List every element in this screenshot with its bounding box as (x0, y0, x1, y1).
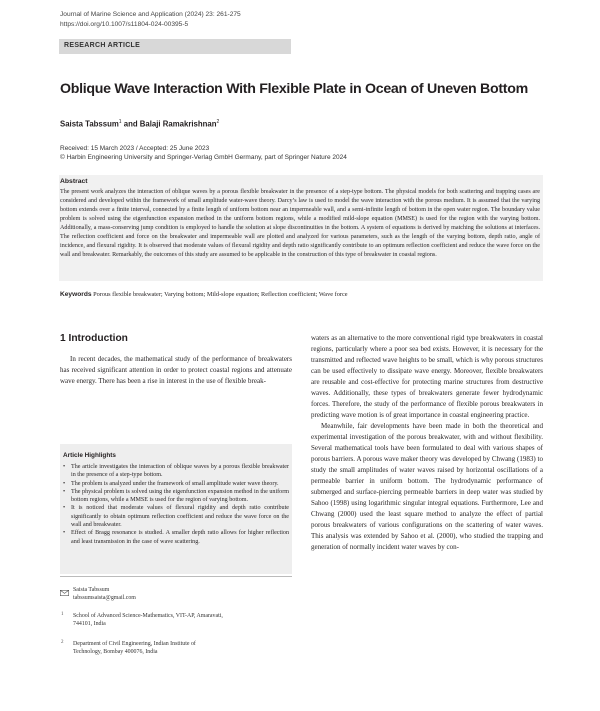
left-column (60, 354, 292, 387)
corresponding-email[interactable]: tabssumsaista@gmail.com (73, 594, 136, 601)
right-column (311, 333, 543, 553)
author-1: Saista Tabssum (60, 119, 119, 129)
author-2-affiliation: 2 (216, 119, 220, 125)
article-type-bar (59, 39, 291, 54)
footnote-divider (60, 576, 292, 577)
section-heading-introduction: 1 Introduction (60, 333, 128, 344)
envelope-icon (60, 590, 69, 596)
article-type-label: RESEARCH ARTICLE (64, 42, 141, 49)
doi-link[interactable]: https://doi.org/10.1007/s11804-024-00395-5 (60, 20, 189, 28)
highlight-item: • Effect of Bragg resonance is studied. A smaller depth ratio allows for higher reflection and least transmission in the case of wave scattering. (63, 529, 289, 546)
abstract-text: The present work analyzes the interaction of oblique waves by a porous flexible breakwater in the presence of a step-type bottom. The physical models for both scattering and trapping cases are considered and developed within the framework of small amplitude water-wave theory. Darcy’s law is used to model the wave interaction with the porous medium. It is assumed that the varying bottom extends over a finite interval, connected by a finite length of uniform bottom near an impermeable wall, and a semi-infinite length of bottom in the open water region. The boundary value problem is solved using the eigenfunction expansion method in the uniform bottom regions, while a modified mild-slope equation (MMSE) is used for the region with the varying bottom. Additionally, a mass-conserving jump condition is employed to handle the solution at slope discontinuities in the bottom. A system of equations is derived by matching the solutions at interfaces. The reflection coefficient and force on the breakwater and impermeable wall are plotted and analyzed for various parameters, such as the length of the varying bottom, depth ratio, angle of incidence, and flexural rigidity. It is observed that moderate values of flexural rigidity and depth ratio significantly contribute to an optimum reflection coefficient and reduce the wave force on the wall and breakwater. Remarkably, the outcomes of this study are assumed to be applicable in the construction of this type of breakwater in coastal regions. (60, 189, 540, 258)
paper-title: Oblique Wave Interaction With Flexible Plate in Ocean of Uneven Bottom (60, 81, 528, 97)
highlight-item: • The physical problem is solved using the eigenfunction expansion method in the uniform bottom regions, while a MMSE is used for the region of varying bottom. (63, 488, 289, 505)
affiliation-1: School of Advanced Science-Mathematics, VIT-AP, Amaravati, 744101, India (73, 613, 223, 627)
highlight-item: • The problem is analyzed under the framework of small amplitude water wave theory. (63, 480, 289, 488)
highlights-heading: Article Highlights (63, 452, 116, 459)
keywords-text: Porous flexible breakwater; Varying bottom; Mild-slope equation; Reflection coefficient; Wave force (93, 291, 348, 298)
right-paragraph-1: waters as an alternative to the more conventional rigid type breakwaters in coastal regions, particularly where a poor sea bed exists. However, it is necessary for the transmitted and reflected wave heights to be small, which is why porous structures can be used effectively to dissipate wave energy. Moreover, flexible breakwaters are reusable and cost-effective for protecting marine structures from destructive waves. Additionally, these types of breakwaters generate fewer hydrodynamic forces. Therefore, the study of the performance of flexible porous breakwaters in predicting wave motion is of great importance in coastal engineering practice. (311, 334, 543, 419)
affiliation-2-number: 2 (61, 640, 64, 645)
corresponding-author (73, 587, 136, 602)
highlight-item: • It is noticed that moderate values of flexural rigidity and depth ratio contribute significantly to obtain optimum reflection coefficient and reduce the wave force on the wall and breakwater. (63, 504, 289, 529)
corresponding-name: Saista Tabssum (73, 587, 110, 593)
copyright-line: © Harbin Engineering University and Springer-Verlag GmbH Germany, part of Springer Nature 2024 (60, 153, 347, 161)
journal-citation: Journal of Marine Science and Application (2024) 23: 261-275 (60, 11, 241, 18)
author-conjunction: and (123, 119, 138, 129)
affiliation-2: Department of Civil Engineering, Indian Institute of Technology, Bombay 400076, India (73, 641, 196, 655)
right-paragraph-2: Meanwhile, fair developments have been made in both the theoretical and experimental investigation of the porous breakwater, with and without flexibility. Several mathematical tools have been formulated to deal with various shapes of porous barriers. A porous wave maker theory was developed by Chwang (1983) to study the small amplitudes of water waves raised by horizontal oscillations of a permeable barrier in uniform bottom. The hydrodynamic performance of submerged and surface-piercing permeable barriers in deep water was studied by Sahoo (1998) using logarithmic singular integral equations. Furthermore, Lee and Chwang (2000) used the least square method to analyze the effect of partial porous breakwaters of various configurations on the scattering of water waves. This analysis was extended by Sahoo et al. (2000), who studied the trapping and generation of normally incident water waves by con- (311, 422, 543, 551)
received-accepted: Received: 15 March 2023 / Accepted: 25 June 2023 (60, 145, 210, 152)
running-header (60, 10, 241, 29)
affiliation-1-number: 1 (61, 612, 64, 617)
keywords-line (60, 291, 348, 298)
highlights-list (63, 463, 289, 546)
intro-paragraph: In recent decades, the mathematical study of the performance of breakwaters has received significant attention in order to protect coastal regions and attenuate wave energy. There has been a rise in interest in the use of flexible break- (60, 355, 292, 385)
author-1-affiliation: 1 (118, 119, 122, 125)
highlight-item: • The article investigates the interaction of oblique waves by a porous flexible breakwater in the presence of a step-type bottom. (63, 463, 289, 480)
author-2: Balaji Ramakrishnan (139, 119, 217, 129)
abstract-heading: Abstract (60, 178, 88, 185)
author-list (60, 119, 219, 129)
keywords-label: Keywords (60, 291, 92, 298)
publication-dates (60, 145, 347, 163)
